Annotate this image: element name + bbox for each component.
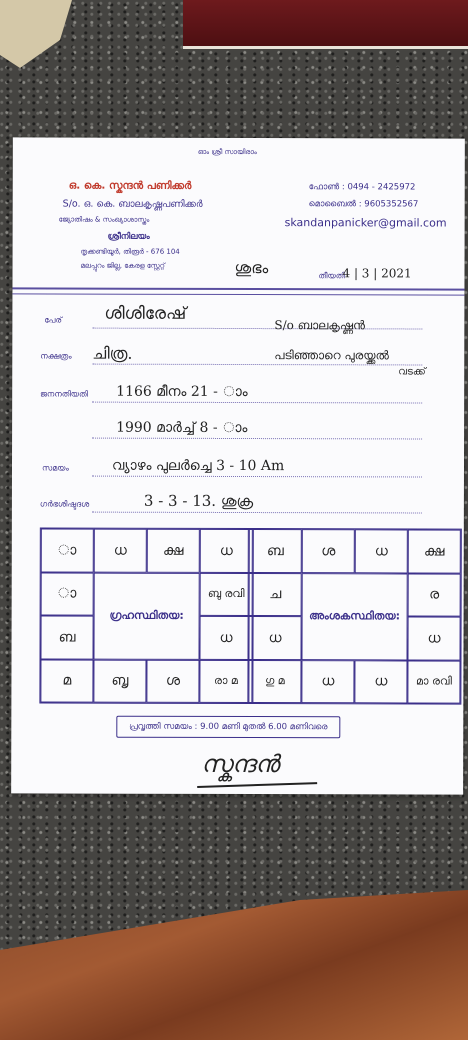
rasi-cell: ബ xyxy=(40,615,93,659)
rasi-chart xyxy=(39,527,253,704)
rasi-cell: ക്ഷ xyxy=(147,529,200,573)
rasi-cell: ധ xyxy=(199,616,252,660)
rasi-cell: ധ xyxy=(200,529,253,573)
dob-line-1 xyxy=(92,402,422,404)
navamsa-cell: മാ രവി xyxy=(407,660,460,704)
navamsa-chart-title: അംശകസ്ഥിതയ: xyxy=(301,573,407,660)
navamsa-cell: ര xyxy=(408,573,461,617)
date-value: 4 | 3 | 2021 xyxy=(342,266,412,281)
navamsa-cell: ശ xyxy=(302,529,355,573)
family-value: പടിഞ്ഞാറെ പുരയ്ക്കൽ xyxy=(274,348,389,363)
navamsa-cell: ധ xyxy=(354,660,407,704)
rasi-cell: ാ xyxy=(41,572,94,616)
rasi-chart-title: ഗ്രഹസ്ഥിതയ: xyxy=(93,572,199,659)
son-of: S/o. ഒ. കെ. ബാലകൃഷ്ണപണിക്കർ xyxy=(62,198,203,210)
time-value: വ്യാഴം പുലർച്ചെ 3 - 10 Am xyxy=(111,457,285,475)
date-label: തീയതി xyxy=(318,271,345,281)
time-label: സമയം xyxy=(41,463,69,473)
red-book xyxy=(183,0,468,49)
horoscope-sheet xyxy=(11,137,465,794)
address-line-1: തൃക്കണ്ടിയൂർ, തിരൂർ - 676 104 xyxy=(80,247,180,256)
navamsa-cell: ഗു മ xyxy=(248,660,301,704)
invocation: ഓം ശ്രീ സായിരാം xyxy=(197,147,257,157)
star-label: നക്ഷത്രം xyxy=(40,351,72,361)
dob-line-2 xyxy=(92,438,422,440)
name-value: ശിശിരേഷ് xyxy=(104,303,187,324)
name-line xyxy=(92,328,422,330)
signature: സ്കന്ദൻ xyxy=(201,749,280,779)
rasi-cell: ബു രവി xyxy=(200,572,253,616)
rasi-cell: ാ xyxy=(41,528,94,572)
signature-underline xyxy=(197,782,317,788)
rasi-cell: ബൃ xyxy=(93,659,146,703)
astrologer-name: ഒ. കെ. സ്കന്ദൻ പണിക്കർ xyxy=(68,179,192,192)
navamsa-chart xyxy=(247,528,461,705)
parent-value: S/o ബാലകൃഷ്ണൻ xyxy=(274,318,365,333)
header-divider-thin xyxy=(12,293,464,295)
rasi-cell: രാ മ xyxy=(199,659,252,703)
navamsa-cell: ധ xyxy=(248,616,301,660)
dasa-label: ഗർഭശിഷ്ടദശ xyxy=(39,499,90,509)
rasi-cell: മ xyxy=(40,659,93,703)
handwritten-mark: ശുഭം xyxy=(234,257,269,278)
dob-value-1: 1166 മീനം 21 - ാം xyxy=(116,383,248,401)
house-name: ശ്രീനിലയം xyxy=(107,231,150,242)
navamsa-cell: ധ xyxy=(355,529,408,573)
mobile: മൊബൈൽ : 9605352567 xyxy=(308,199,419,210)
family-value-2: വടക്ക് xyxy=(398,366,426,378)
navamsa-cell: ബ xyxy=(249,529,302,573)
rasi-cell: ശ xyxy=(146,659,199,703)
dasa-value: 3 - 3 - 13. ശുക്ര xyxy=(143,491,254,511)
phone: ഫോൺ : 0494 - 2425972 xyxy=(308,182,416,193)
navamsa-cell: ധ xyxy=(407,616,460,660)
working-hours-note: പ്രവൃത്തി സമയം : 9.00 മണി മുതൽ 6.00 മണിവരെ xyxy=(116,716,340,739)
navamsa-cell: ധ xyxy=(301,660,354,704)
navamsa-cell: ച xyxy=(249,573,302,617)
dob-value-2: 1990 മാർച്ച് 8 - ാം xyxy=(116,419,248,437)
rasi-cell: ധ xyxy=(94,529,147,573)
name-label: പേര് xyxy=(44,315,62,325)
email[interactable]: skandanpanicker@gmail.com xyxy=(284,216,447,230)
header-divider xyxy=(12,287,464,290)
dob-label: ജനനതിയതി xyxy=(40,389,89,399)
star-line xyxy=(92,364,422,366)
dasa-line xyxy=(92,512,422,514)
address-line-2: മലപ്പുറം ജില്ല, കേരള സ്റ്റേറ്റ് xyxy=(80,261,165,270)
time-line xyxy=(92,476,422,478)
navamsa-cell: ക്ഷ xyxy=(408,529,461,573)
star-value: ചിത്ര. xyxy=(92,343,133,363)
profession: ജ്യോതിഷം & സംഖ്യാശാസ്ത്രം xyxy=(58,215,150,224)
